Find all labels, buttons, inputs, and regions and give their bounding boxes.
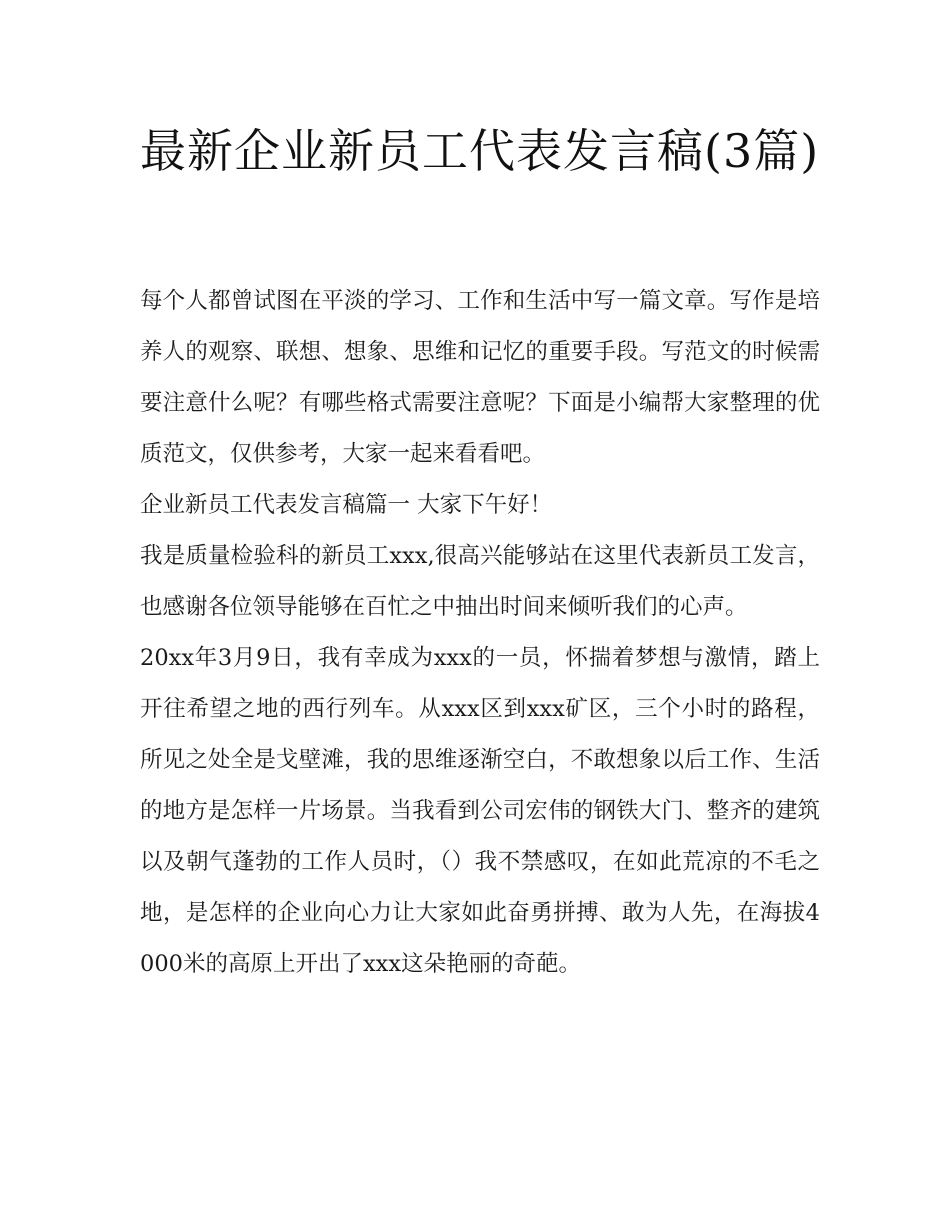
document-body — [140, 276, 820, 990]
story-paragraph: 20xx年3月9日，我有幸成为xxx的一员，怀揣着梦想与激情，踏上开往希望之地的西行列车。从xxx区到xxx矿区，三个小时的路程，所见之处全是戈壁滩，我的思维逐渐空白，不敢想象以后工作、生活的地方是怎样一片场景。当我看到公司宏伟的钢铁大门、整齐的建筑以及朝气蓬勃的工作人员时，（）我不禁感叹，在如此荒凉的不毛之地，是怎样的企业向心力让大家如此奋勇拼搏、敢为人先，在海拔4000米的高原上开出了xxx这朵艳丽的奇葩。 — [140, 645, 820, 977]
self-introduction-paragraph: 我是质量检验科的新员工xxx,很高兴能够站在这里代表新员工发言，也感谢各位领导能够在百忙之中抽出时间来倾听我们的心声。 — [140, 543, 820, 620]
intro-paragraph: 每个人都曾试图在平淡的学习、工作和生活中写一篇文章。写作是培养人的观察、联想、想象、思维和记忆的重要手段。写范文的时候需要注意什么呢？有哪些格式需要注意呢？下面是小编帮大家整理的优质范文，仅供参考，大家一起来看看吧。 — [140, 288, 820, 467]
document-title: 最新企业新员工代表发言稿(3篇) — [140, 124, 820, 178]
section-heading-paragraph: 企业新员工代表发言稿篇一 大家下午好！ — [140, 492, 553, 518]
